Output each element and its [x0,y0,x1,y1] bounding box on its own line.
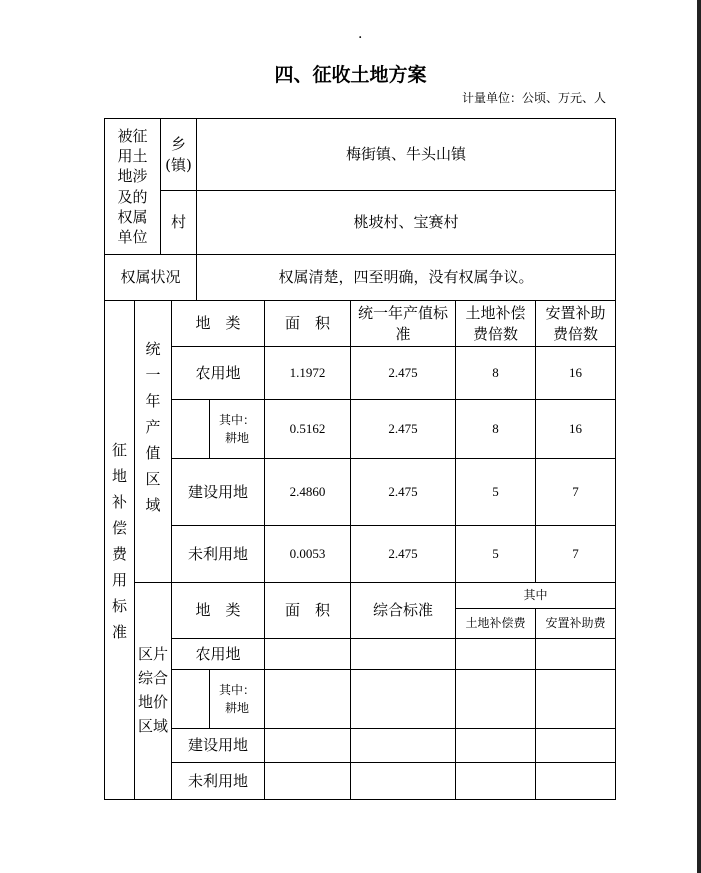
table-row-area: 0.5162 [289,421,326,437]
township-value: 梅街镇、牛头山镇 [345,145,466,164]
compensation-label-char: 偿 [111,519,127,538]
table-row-land-multiple: 8 [492,365,499,381]
measurement-unit: 计量单位：公顷、万元、人 [461,91,606,105]
table-row-area: 0.0053 [289,546,326,562]
table-row-type: 其中： 耕地 [218,413,255,445]
ownership-label-line: 及的 [117,187,148,206]
unified-label-char: 统 [145,340,161,359]
table-row-standard: 2.475 [388,365,418,381]
ownership-status-label: 权属状况 [120,268,181,287]
compensation-label [105,412,134,672]
page-title: 四、征收土地方案 [274,64,427,86]
table-row-resettle-multiple: 7 [572,546,579,562]
header-resettle-multiple: 安置补助费倍数 [545,304,606,343]
district-header-area: 面 积 [284,601,330,620]
header-standard: 统一年产值标准 [357,304,448,343]
table-row-type: 未利用地 [187,771,248,790]
district-header-of-which: 其中 [523,588,548,603]
compensation-label-char: 补 [111,493,127,512]
table-row-resettle-multiple: 16 [569,421,582,437]
table-row-standard: 2.475 [388,484,418,500]
compensation-label-char: 征 [111,441,127,460]
district-region-label: 区片 综合 地价 区域 [137,645,168,735]
unified-label-char: 区 [145,469,161,488]
compensation-label-char: 标 [111,596,127,615]
district-header-standard: 综合标准 [372,601,433,620]
ownership-label-line: 权属 [117,207,148,226]
unified-region-label [135,318,171,538]
compensation-label-char: 地 [111,467,127,486]
table-row-type: 农用地 [195,644,241,663]
ownership-status-value: 权属清楚，四至明确，没有权属争议。 [278,268,534,287]
district-header-resettle-fee: 安置补助费 [545,616,606,631]
unified-label-char: 一 [145,366,161,385]
district-header-land-fee: 土地补偿费 [465,616,526,631]
ownership-label-line: 被征 [117,126,148,145]
table-row-type: 未利用地 [187,544,248,563]
unified-label-char: 年 [145,392,161,411]
ownership-label-line: 用土 [117,147,148,165]
ownership-units-label [105,119,160,254]
unified-label-char: 产 [145,418,161,437]
table-row-land-multiple: 8 [492,421,499,437]
header-land-multiple: 土地补偿费倍数 [465,304,526,343]
table-row-resettle-multiple: 7 [572,484,579,500]
compensation-label-char: 准 [111,622,127,641]
table-row-type: 其中： 耕地 [218,683,255,715]
table-row-type: 建设用地 [187,736,248,755]
table-row-area: 1.1972 [289,365,326,381]
township-label: 乡 (镇) [165,135,192,174]
district-header-land-type: 地 类 [195,601,241,620]
page-dot: · [358,30,363,46]
table-row-resettle-multiple: 16 [569,365,582,381]
header-area: 面 积 [284,314,330,333]
compensation-label-char: 用 [111,570,127,589]
table-row-area: 2.4860 [289,484,326,500]
table-row-type: 农用地 [195,363,241,382]
village-label: 村 [170,213,186,232]
header-land-type: 地 类 [195,314,241,333]
table-row-land-multiple: 5 [492,546,499,562]
unified-label-char: 域 [145,495,161,514]
table-row-land-multiple: 5 [492,484,499,500]
ownership-label-line: 地涉 [117,167,148,186]
table-row-type: 建设用地 [187,482,248,501]
unified-label-char: 值 [145,443,161,462]
ownership-label-line: 单位 [117,228,148,246]
table-row-standard: 2.475 [388,546,418,562]
village-value: 桃坡村、宝赛村 [353,213,459,232]
compensation-label-char: 费 [111,545,127,563]
table-row-standard: 2.475 [388,421,418,437]
